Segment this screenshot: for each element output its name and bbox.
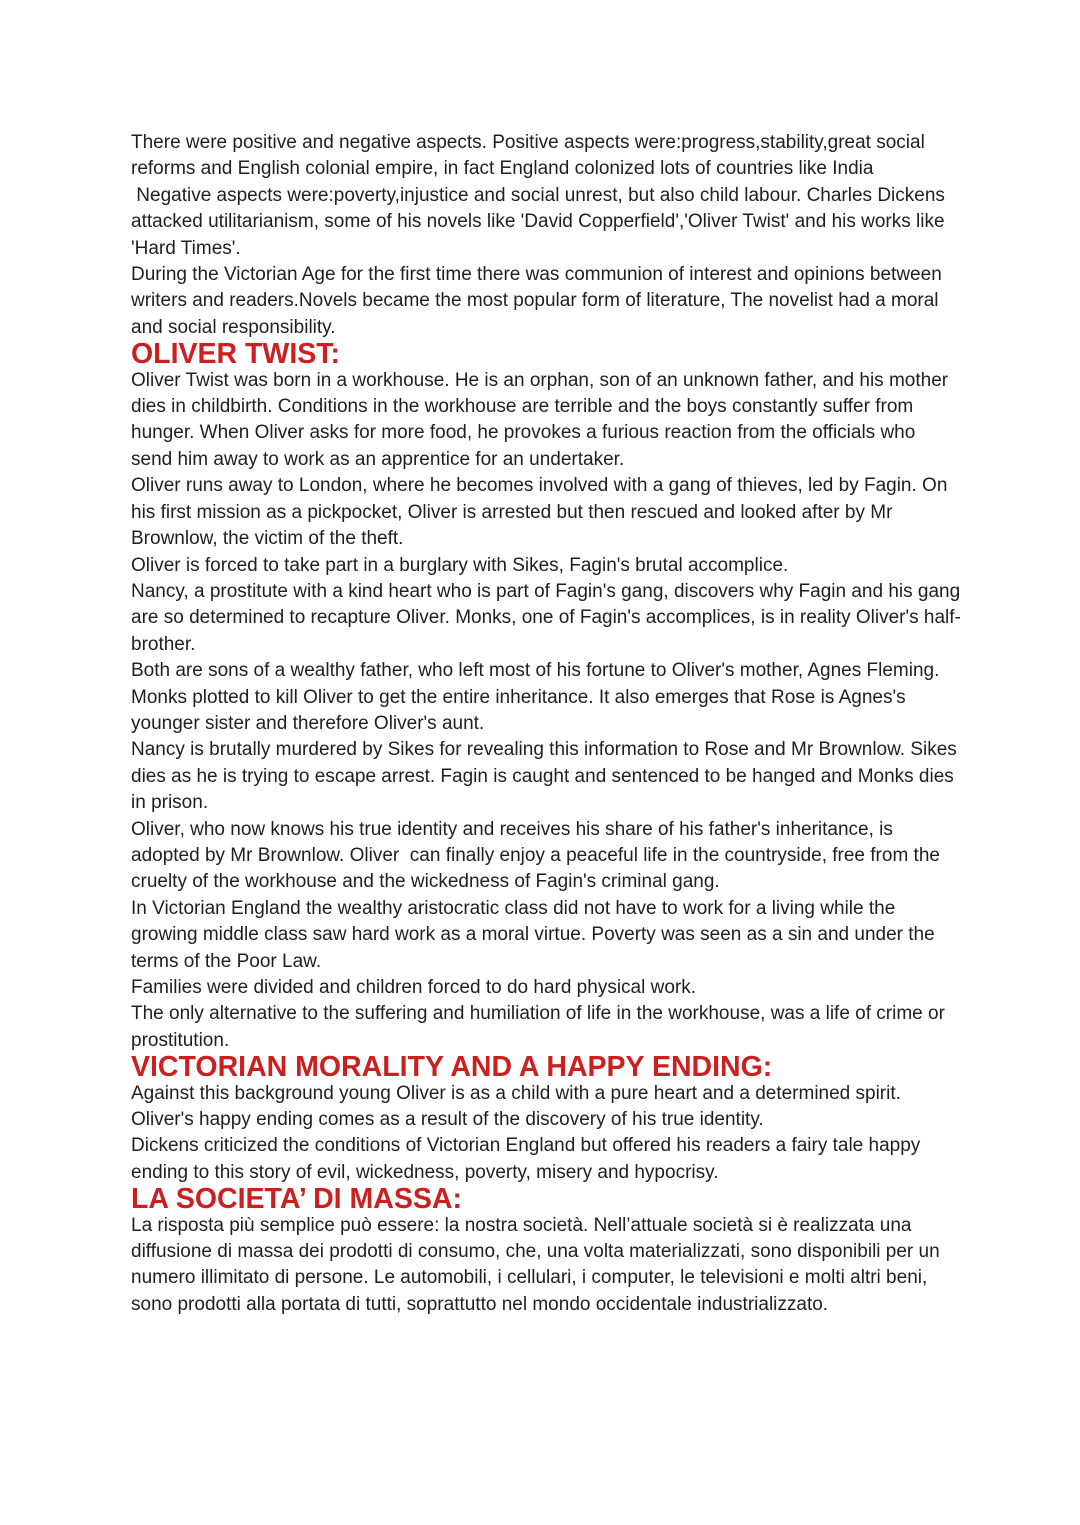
oliver-paragraph: Oliver runs away to London, where he becomes involved with a gang of thieves, led by Fagin. On his first mission as a pickpocket, Oliver is arrested but then rescued and looked after by Mr Brownlow, the victim of the theft. bbox=[131, 475, 948, 550]
morality-paragraph: Dickens criticized the conditions of Victorian England but offered his readers a fairy tale happy ending to this story of evil, wickedness, poverty, misery and hypocrisy. bbox=[131, 1135, 921, 1183]
section-heading-societa-di-massa: LA SOCIETA’ DI MASSA: bbox=[131, 1183, 462, 1216]
oliver-paragraph: Oliver is forced to take part in a burglary with Sikes, Fagin's brutal accomplice. bbox=[131, 554, 789, 576]
oliver-paragraph: Both are sons of a wealthy father, who left most of his fortune to Oliver's mother, Agnes Fleming. bbox=[131, 660, 940, 682]
document-page bbox=[131, 130, 961, 1318]
oliver-paragraph: Nancy is brutally murdered by Sikes for revealing this information to Rose and Mr Brownlow. Sikes dies as he is trying to escape arrest. Fagin is caught and sentenced to be hanged and Monks dies in prison. bbox=[131, 739, 957, 814]
oliver-paragraph: Monks plotted to kill Oliver to get the entire inheritance. It also emerges that Rose is Agnes's younger sister and therefore Oliver's aunt. bbox=[131, 686, 906, 734]
oliver-paragraph: Nancy, a prostitute with a kind heart who is part of Fagin's gang, discovers why Fagin and his gang are so determined to recapture Oliver. Monks, one of Fagin's accomplices, is in reality Oliver's half-brother. bbox=[131, 580, 961, 655]
morality-paragraph: Against this background young Oliver is as a child with a pure heart and a determined spirit. Oliver's happy ending comes as a result of the discovery of his true identity. bbox=[131, 1082, 901, 1131]
intro-paragraph: There were positive and negative aspects. Positive aspects were:progress,stability,great social reforms and English colonial empire, in fact England colonized lots of countries like India bbox=[131, 132, 925, 180]
section-heading-victorian-morality: VICTORIAN MORALITY AND A HAPPY ENDING: bbox=[131, 1051, 773, 1084]
oliver-paragraph: Oliver, who now knows his true identity and receives his share of his father's inheritance, is adopted by Mr Brownlow. Oliver can finally enjoy a peaceful life in the countryside, free from the cruelty of the workhouse and the wickedness of Fagin's criminal gang. bbox=[131, 818, 946, 893]
intro-paragraph: During the Victorian Age for the first time there was communion of interest and opinions between writers and readers.Novels became the most popular form of literature, The novelist had a moral and social responsibility. bbox=[131, 264, 942, 338]
oliver-paragraph: Families were divided and children forced to do hard physical work. bbox=[131, 977, 696, 998]
oliver-paragraph: Oliver Twist was born in a workhouse. He is an orphan, son of an unknown father, and his mother dies in childbirth. Conditions in the workhouse are terrible and the boys constantly suffer from hunger. When Oliver asks for more food, he provokes a furious reaction from the officials who send him away to work as an apprentice for an undertaker. bbox=[131, 369, 949, 470]
oliver-paragraph: The only alternative to the suffering and humiliation of life in the workhouse, was a life of crime or prostitution. bbox=[131, 1003, 945, 1051]
oliver-paragraph: In Victorian England the wealthy aristocratic class did not have to work for a living while the growing middle class saw hard work as a moral virtue. Poverty was seen as a sin and under the terms of the Poor Law. bbox=[131, 897, 935, 972]
intro-paragraph: Negative aspects were:poverty,injustice and social unrest, but also child labour. Charles Dickens attacked utilitarianism, some of his novels like 'David Copperfield','Oliver Twist' and his works like 'Hard Times'. bbox=[131, 184, 951, 259]
section-heading-oliver-twist: OLIVER TWIST: bbox=[131, 338, 340, 371]
massa-paragraph: La risposta più semplice può essere: la nostra società. Nell’attuale società si è realizzata una diffusione di massa dei prodotti di consumo, che, una volta materializzati, sono disponibili per un numero illimitato di persone. Le automobili, i cellulari, i computer, le televisioni e molti altri beni, sono prodotti alla portata di tutti, soprattutto nel mondo occidentale industrializzato. bbox=[131, 1214, 940, 1315]
